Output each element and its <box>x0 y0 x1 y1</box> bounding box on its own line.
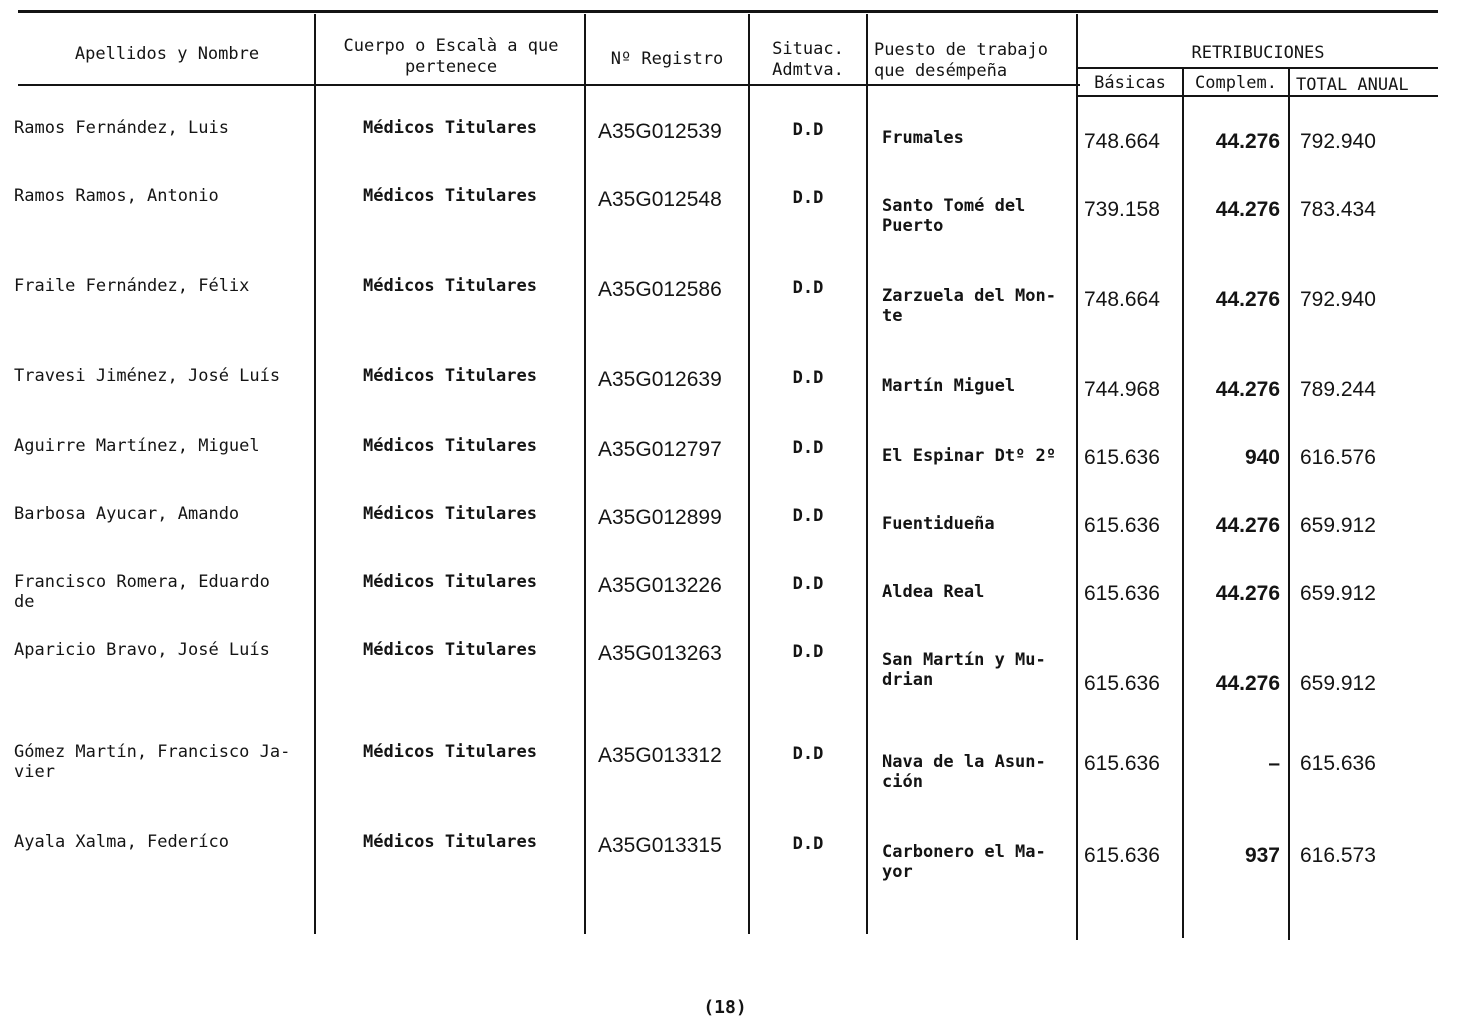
cell-situacion: D.D <box>792 642 824 662</box>
cell-total: 616.576 <box>1300 446 1376 469</box>
cell-puesto: Nava de la Asun- ción <box>882 752 1046 792</box>
cell-complem: 44.276 <box>1215 514 1280 537</box>
cell-registro: A35G012899 <box>598 506 722 529</box>
cell-name: Aparicio Bravo, José Luís <box>14 640 270 660</box>
cell-puesto: Aldea Real <box>882 582 985 602</box>
cell-basicas: 748.664 <box>1084 288 1160 311</box>
header-registro: Nº Registro <box>610 49 724 69</box>
cell-cuerpo: Médicos Titulares <box>363 276 537 296</box>
cell-cuerpo: Médicos Titulares <box>363 832 537 852</box>
cell-basicas: 615.636 <box>1084 672 1160 695</box>
cell-basicas: 615.636 <box>1084 582 1160 605</box>
cell-complem: 44.276 <box>1215 288 1280 311</box>
cell-total: 783.434 <box>1300 198 1376 221</box>
cell-name: Aguirre Martínez, Miguel <box>14 436 260 456</box>
cell-cuerpo: Médicos Titulares <box>363 118 537 138</box>
header-retribuciones: RETRIBUCIONES <box>1191 43 1325 63</box>
cell-basicas: 744.968 <box>1084 378 1160 401</box>
cell-basicas: 615.636 <box>1084 752 1160 775</box>
cell-complem: 44.276 <box>1215 198 1280 221</box>
cell-name: Travesi Jiménez, José Luís <box>14 366 281 386</box>
cell-total: 789.244 <box>1300 378 1376 401</box>
cell-cuerpo: Médicos Titulares <box>363 742 537 762</box>
cell-total: 792.940 <box>1300 288 1376 311</box>
header-complem: Complem. <box>1195 73 1277 93</box>
cell-situacion: D.D <box>792 574 824 594</box>
cell-complem: 44.276 <box>1215 130 1280 153</box>
cell-cuerpo: Médicos Titulares <box>363 186 537 206</box>
cell-basicas: 739.158 <box>1084 198 1160 221</box>
header-basicas: Básicas <box>1094 73 1166 93</box>
cell-name: Gómez Martín, Francisco Ja- vier <box>14 742 291 782</box>
cell-registro: A35G013315 <box>598 834 722 857</box>
cell-puesto: Fuentidueña <box>882 514 995 534</box>
cell-registro: A35G013226 <box>598 574 722 597</box>
cell-cuerpo: Médicos Titulares <box>363 572 537 592</box>
cell-situacion: D.D <box>792 744 824 764</box>
cell-situacion: D.D <box>792 188 824 208</box>
cell-total: 659.912 <box>1300 514 1376 537</box>
cell-registro: A35G013312 <box>598 744 722 767</box>
header-name: Apellidos y Nombre <box>74 44 260 64</box>
cell-cuerpo: Médicos Titulares <box>363 640 537 660</box>
cell-registro: A35G012586 <box>598 278 722 301</box>
cell-complem: – <box>1268 752 1280 775</box>
cell-registro: A35G012639 <box>598 368 722 391</box>
cell-name: Ayala Xalma, Federíco <box>14 832 229 852</box>
cell-total: 792.940 <box>1300 130 1376 153</box>
cell-basicas: 748.664 <box>1084 130 1160 153</box>
cell-cuerpo: Médicos Titulares <box>363 436 537 456</box>
cell-cuerpo: Médicos Titulares <box>363 504 537 524</box>
header-situacion: Situac. Admtva. <box>772 39 844 80</box>
cell-situacion: D.D <box>792 278 824 298</box>
cell-registro: A35G012797 <box>598 438 722 461</box>
cell-complem: 937 <box>1244 844 1280 867</box>
cell-complem: 940 <box>1244 446 1280 469</box>
cell-total: 616.573 <box>1300 844 1376 867</box>
cell-registro: A35G012548 <box>598 188 722 211</box>
cell-total: 659.912 <box>1300 582 1376 605</box>
header-puesto: Puesto de trabajo que desémpeña <box>874 40 1048 81</box>
cell-total: 615.636 <box>1300 752 1376 775</box>
page-number: (18) <box>703 997 747 1018</box>
cell-puesto: Santo Tomé del Puerto <box>882 196 1026 236</box>
cell-puesto: El Espinar Dtº 2º <box>882 446 1056 466</box>
cell-name: Francisco Romera, Eduardo de <box>14 572 270 612</box>
cell-situacion: D.D <box>792 834 824 854</box>
cell-name: Ramos Fernández, Luis <box>14 118 229 138</box>
cell-basicas: 615.636 <box>1084 446 1160 469</box>
cell-complem: 44.276 <box>1215 582 1280 605</box>
cell-situacion: D.D <box>792 120 824 140</box>
cell-puesto: San Martín y Mu- drian <box>882 650 1046 690</box>
cell-puesto: Zarzuela del Mon- te <box>882 286 1056 326</box>
cell-situacion: D.D <box>792 438 824 458</box>
header-total: TOTAL ANUAL <box>1296 75 1409 95</box>
cell-total: 659.912 <box>1300 672 1376 695</box>
cell-registro: A35G012539 <box>598 120 722 143</box>
cell-registro: A35G013263 <box>598 642 722 665</box>
header-cuerpo: Cuerpo o Escalà a que pertenece <box>343 36 559 77</box>
cell-puesto: Martín Miguel <box>882 376 1016 396</box>
cell-situacion: D.D <box>792 506 824 526</box>
cell-puesto: Carbonero el Ma- yor <box>882 842 1046 882</box>
cell-situacion: D.D <box>792 368 824 388</box>
cell-cuerpo: Médicos Titulares <box>363 366 537 386</box>
cell-basicas: 615.636 <box>1084 514 1160 537</box>
cell-name: Barbosa Ayucar, Amando <box>14 504 240 524</box>
cell-name: Ramos Ramos, Antonio <box>14 186 219 206</box>
cell-complem: 44.276 <box>1215 378 1280 401</box>
cell-basicas: 615.636 <box>1084 844 1160 867</box>
cell-puesto: Frumales <box>882 128 964 148</box>
cell-complem: 44.276 <box>1215 672 1280 695</box>
cell-name: Fraile Fernández, Félix <box>14 276 250 296</box>
